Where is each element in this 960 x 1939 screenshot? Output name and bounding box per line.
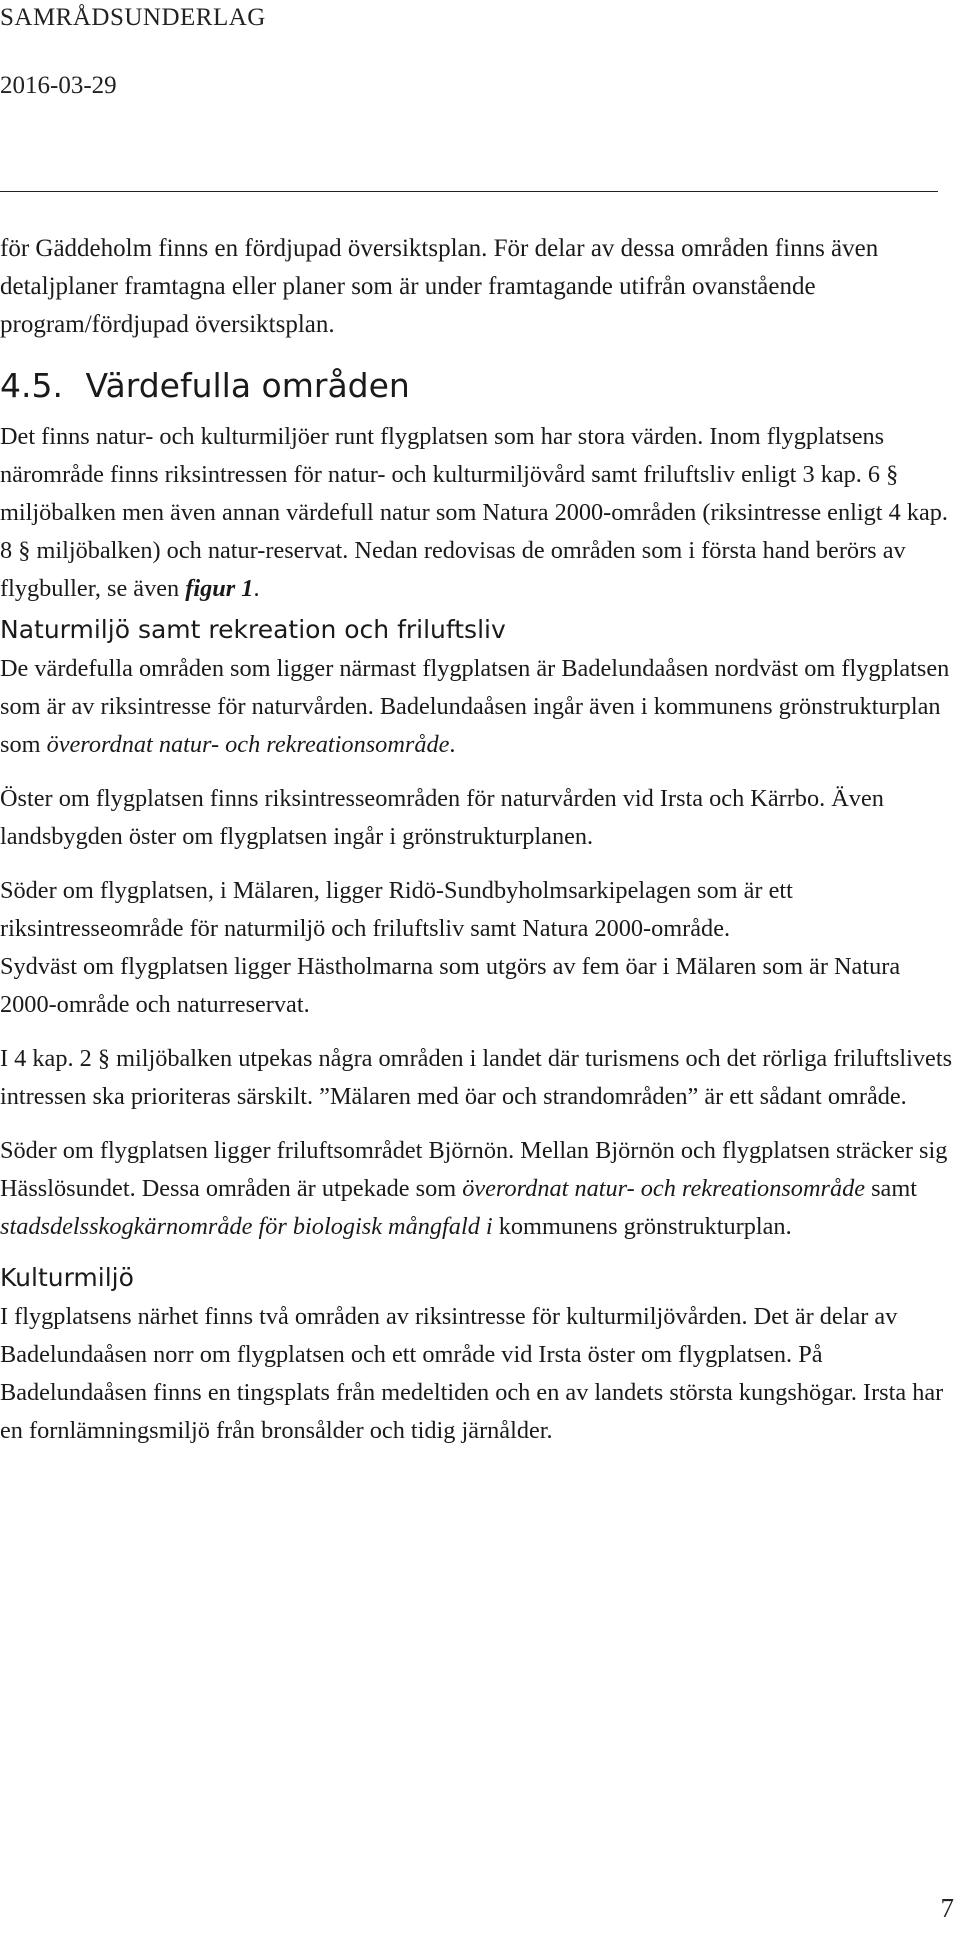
section-intro-paragraph — [0, 418, 955, 608]
kultur-paragraph-1: I flygplatsens närhet finns två områden av riksintresse för kulturmiljövården. Det är delar av Badelundaåsen norr om flygplatsen och ett område vid Irsta öster om flygplatsen. På Badelundaåsen finns en tingsplats från medeltiden och en av landets största kungshögar. Irsta har en fornlämningsmiljö från bronsålder och tidig järnålder. — [0, 1303, 944, 1444]
section-intro-end: . — [253, 575, 260, 602]
natur-p1-end: . — [449, 731, 456, 758]
natur-paragraph-5 — [0, 1132, 955, 1246]
natur-p5-italic-2: stadsdelsskogkärnområde för biologisk mångfald i — [0, 1213, 493, 1240]
document-header-date: 2016-03-29 — [0, 72, 117, 99]
section-title: Värdefulla områden — [85, 366, 410, 405]
subheading-kulturmiljo: Kulturmiljö — [0, 1263, 134, 1292]
section-number: 4.5. — [0, 366, 63, 405]
natur-paragraph-1 — [0, 650, 955, 764]
document-body — [0, 230, 955, 1450]
intro-paragraph: för Gäddeholm finns en fördjupad översiktsplan. För delar av dessa områden finns även detaljplaner framtagna eller planer som är under framtagande utifrån ovanstående program/fördjupad översiktsplan. — [0, 235, 879, 338]
natur-p5-text: Söder om flygplatsen ligger friluftsområdet Björnön. Mellan Björnön och flygplatsen sträcker sig Hässlösundet. Dessa områden är utpekade som — [0, 1137, 948, 1202]
natur-paragraph-3b: Sydväst om flygplatsen ligger Hästholmarna som utgörs av fem öar i Mälaren som är Natura 2000-område och naturreservat. — [0, 953, 901, 1018]
subheading-naturmiljo: Naturmiljö samt rekreation och friluftsliv — [0, 615, 506, 644]
header-divider — [0, 191, 938, 192]
natur-p1-italic: överordnat natur- och rekreationsområde — [46, 731, 450, 758]
natur-p5-italic-1: överordnat natur- och rekreationsområde — [462, 1175, 866, 1202]
natur-p1-text: De värdefulla områden som ligger närmast flygplatsen är Badelundaåsen nordväst om flygplatsen som är av riksintresse för naturvården. Badelundaåsen ingår även i kommunens grönstrukturplan som — [0, 655, 950, 758]
natur-p5-mid: samt — [865, 1175, 917, 1202]
natur-paragraph-2: Öster om flygplatsen finns riksintresseområden för naturvården vid Irsta och Kärrbo. Även landsbygden öster om flygplatsen ingår i grönstrukturplanen. — [0, 785, 884, 850]
page-number: 7 — [940, 1893, 954, 1923]
section-intro-text: Det finns natur- och kulturmiljöer runt flygplatsen som har stora värden. Inom flygplatsens närområde finns riksintressen för natur- och kulturmiljövård samt friluftsliv enligt 3 kap. 6 § miljöbalken men även annan värdefull natur som Natura 2000-områden (riksintresse enligt 4 kap. 8 § miljöbalken) och natur-reservat. Nedan redovisas de områden som i första hand berörs av flygbuller, se även — [0, 423, 948, 602]
figure-reference: figur 1 — [185, 575, 254, 602]
section-heading — [0, 366, 955, 406]
natur-paragraph-4: I 4 kap. 2 § miljöbalken utpekas några områden i landet där turismens och det rörliga friluftslivets intressen ska prioriteras särskilt. ”Mälaren med öar och strandområden” är ett sådant område. — [0, 1045, 953, 1110]
natur-p5-end: kommunens grönstrukturplan. — [492, 1213, 792, 1240]
natur-paragraph-3a: Söder om flygplatsen, i Mälaren, ligger Ridö-Sundbyholmsarkipelagen som är ett riksintresseområde för naturmiljö och friluftsliv samt Natura 2000-område. — [0, 877, 793, 942]
document-header-title: SAMRÅDSUNDERLAG — [0, 4, 266, 31]
